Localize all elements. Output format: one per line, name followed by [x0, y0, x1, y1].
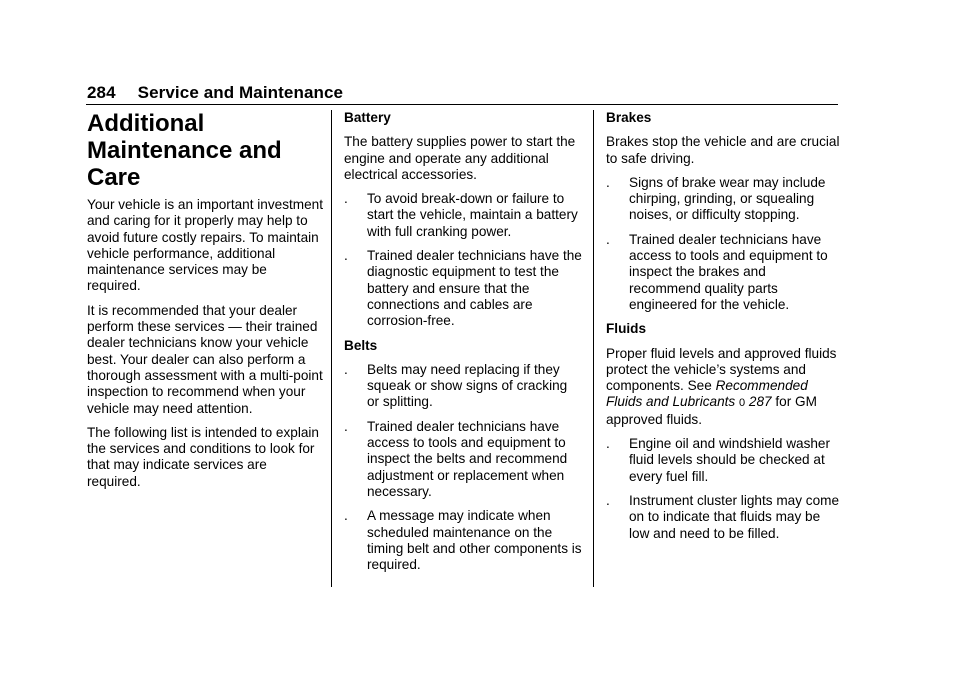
list-item [344, 508, 582, 573]
section-title: Service and Maintenance [137, 83, 344, 102]
battery-heading: Battery [344, 110, 391, 125]
bullet-marker: . [606, 174, 610, 190]
list-item [344, 248, 582, 329]
fluids-reference-page[interactable]: 287 [748, 394, 772, 410]
bullet-text: Trained dealer technicians have access to tools and equipment to inspect the belts and recommend adjustment or replacement when necessary. [367, 418, 568, 499]
list-item [344, 362, 582, 411]
battery-paragraph: The battery supplies power to start the engine and operate any additional electrical accessories. [344, 134, 576, 182]
column-3 [606, 110, 841, 550]
bullet-marker: . [606, 436, 610, 452]
column-divider-1 [331, 110, 332, 587]
intro-paragraph: Your vehicle is an important investment and caring for it properly may help to avoid future costly repairs. To maintain vehicle performance, additional maintenance services may be required. [87, 197, 323, 294]
belts-heading: Belts [344, 337, 378, 353]
bullet-marker: . [344, 248, 348, 264]
bullet-text: Instrument cluster lights may come on to indicate that fluids may be low and need to be filled. [629, 492, 840, 541]
fluids-reference-link[interactable]: Recommended Fluids and Lubricants [606, 378, 808, 410]
column-1 [87, 110, 323, 498]
list-item [606, 493, 841, 542]
title-line-1: Additional [87, 110, 205, 137]
bullet-marker: . [606, 492, 610, 508]
bullet-text: A message may indicate when scheduled maintenance on the timing belt and other components is required. [367, 508, 582, 573]
bullet-text: Trained dealer technicians have the diagnostic equipment to test the battery and ensure that the connections and cables are corrosion-free. [367, 248, 582, 329]
bullet-marker: . [344, 191, 348, 207]
brakes-heading: Brakes [606, 110, 652, 125]
header-rule [86, 104, 838, 105]
dealer-paragraph: It is recommended that your dealer perform these services — their trained dealer technicians know your vehicle best. Your dealer can also perform a thorough assessment with a multi-point inspection to recommend when your vehicle may need attention. [87, 302, 323, 416]
title-line-2: Maintenance and Care [87, 137, 282, 191]
column-2 [344, 110, 582, 581]
column-divider-2 [593, 110, 594, 587]
page-reference-icon: 0 [739, 397, 746, 410]
brakes-paragraph: Brakes stop the vehicle and are crucial to safe driving. [606, 134, 840, 166]
list-item [606, 436, 841, 485]
list-item [344, 419, 582, 500]
bullet-marker: . [606, 231, 610, 247]
bullet-marker: . [344, 361, 348, 377]
bullet-text: Belts may need replacing if they squeak or show signs of cracking or splitting. [367, 361, 568, 410]
bullet-text: Engine oil and windshield washer fluid levels should be checked at every fuel fill. [629, 436, 831, 484]
fluids-text-end: for GM approved fluids. [606, 394, 817, 427]
list-item [606, 232, 841, 313]
bullet-text: To avoid break-down or failure to start the vehicle, maintain a battery with full cranking power. [367, 191, 578, 239]
bullet-marker: . [344, 508, 348, 524]
bullet-text: Trained dealer technicians have access to tools and equipment to inspect the brakes and recommend quality parts engineered for the vehicle. [629, 231, 828, 312]
list-intro-paragraph: The following list is intended to explain the services and conditions to look for that may indicate services are required. [87, 424, 319, 489]
fluids-heading: Fluids [606, 321, 647, 337]
bullet-marker: . [344, 418, 348, 434]
fluids-text-start: Proper fluid levels and approved fluids protect the vehicle’s systems and components. See [606, 345, 837, 394]
bullet-text: Signs of brake wear may include chirping, grinding, or squealing noises, or difficulty stopping. [629, 174, 826, 223]
page-header [87, 83, 343, 103]
page-title [87, 110, 323, 191]
list-item [344, 191, 582, 240]
list-item [606, 175, 841, 224]
page-number: 284 [87, 83, 116, 102]
fluids-paragraph [606, 346, 841, 428]
